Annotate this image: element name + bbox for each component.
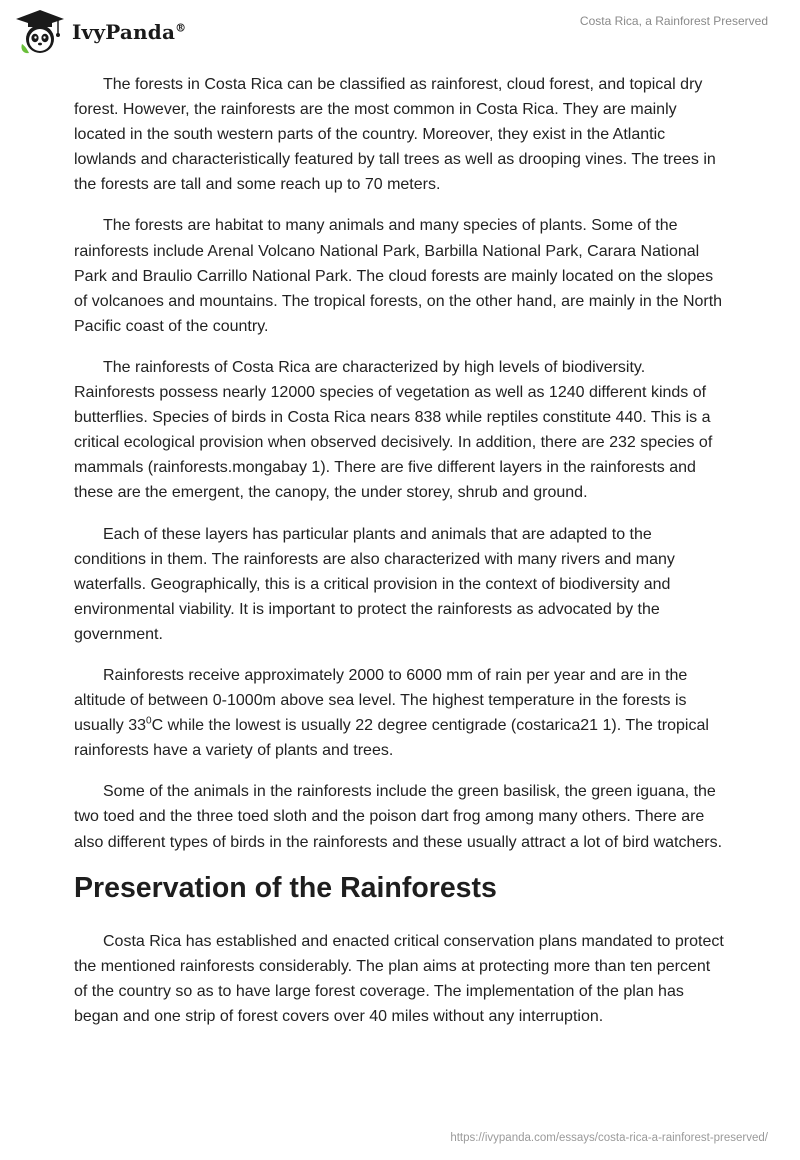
panda-graduate-icon [14,8,66,56]
brand-logo[interactable] [14,8,186,56]
paragraph: Some of the animals in the rainforests include the green basilisk, the green iguana, the two toed and the three toed sloth and the poison dart frog among many others. There are also different types of birds in the rainforests and these usually attract a lot of bird watchers. [74,783,723,851]
paragraph: The forests in Costa Rica can be classified as rainforest, cloud forest, and topical dry forest. However, the rainforests are the most common in Costa Rica. They are mainly located in the south western parts of the country. Moreover, they exist in the Atlantic lowlands and characteristically featured by tall trees as well as drooping vines. The trees in the forests are tall and some reach up to 70 meters. [74,76,716,194]
section-heading: Preservation of the Rainforests [74,871,497,904]
running-title: Costa Rica, a Rainforest Preserved [579,14,768,28]
brand-name: IvyPanda® [72,20,187,44]
page-header [0,0,800,60]
paragraph: The forests are habitat to many animals and many species of plants. Some of the rainforests include Arenal Volcano National Park, Barbilla National Park, Carara National Park and Braulio Carrillo National Park. The cloud forests are mainly located on the slopes of volcanoes and mountains. The tropical forests, on the other hand, are mainly in the North Pacific coast of the country. [74,217,723,335]
paragraph: Each of these layers has particular plants and animals that are adapted to the conditions in them. The rainforests are also characterized with many rivers and many waterfalls. Geographically, this is a critical provision in the context of biodiversity and environmental viability. It is important to protect the rainforests as advocated by the government. [74,525,675,643]
text-run: C while the lowest is usually 22 degree centigrade (costarica21 1). The tropical rainforests have a variety of plants and trees. [74,717,709,760]
paragraph: The rainforests of Costa Rica are characterized by high levels of biodiversity. Rainforests possess nearly 12000 species of vegetation as well as 1240 different kinds of butterflies. Species of birds in Costa Rica nears 838 while reptiles constitute 440. This is a critical ecological provision when observed decisively. In addition, there are 232 species of mammals (rainforests.mongabay 1). There are five different layers in the rainforests and these are the emergent, the canopy, the under storey, shrub and ground. [74,358,713,502]
text-run: Rainforests receive approximately 2000 to 6000 mm of rain per year and are in the altitude of between 0-1000m above sea level. The highest temperature in the forests is usually 33 [74,666,688,735]
essay-body [74,72,726,1045]
superscript: 0 [146,715,152,727]
paragraph: Costa Rica has established and enacted critical conservation plans mandated to protect the mentioned rainforests considerably. The plan aims at protecting more than ten percent of the country so as to have large forest coverage. The implementation of the plan has began and one strip of forest covers over 40 miles without any interruption. [74,932,724,1025]
paragraph [74,663,726,763]
source-url[interactable]: https://ivypanda.com/essays/costa-rica-a-rainforest-preserved/ [450,1132,768,1144]
